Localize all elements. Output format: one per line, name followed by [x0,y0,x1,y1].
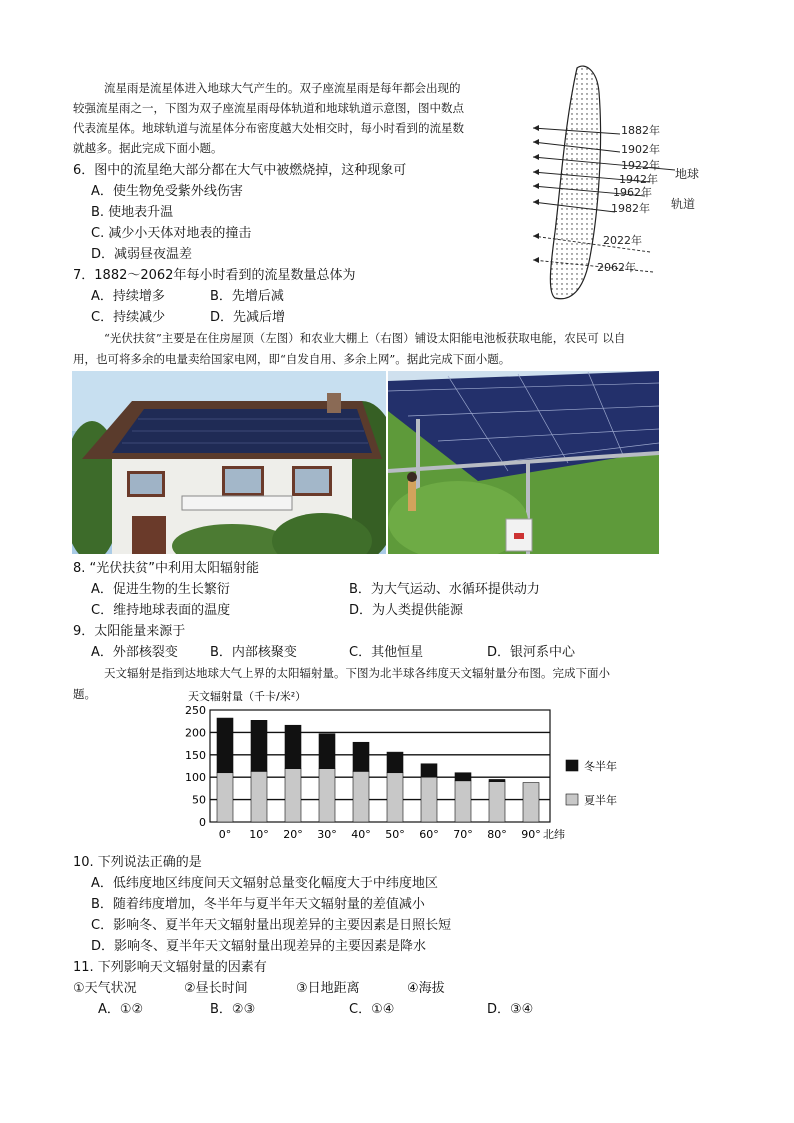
y-tick-label: 50 [192,793,206,807]
q9-option-c: C．其他恒星 [349,645,424,660]
question-10-stem: 10. 下列说法正确的是 [73,855,202,870]
q7-option-d: D．先减后增 [210,310,286,325]
x-tick-label: 40° [351,828,371,841]
bar-winter [217,718,233,773]
q11-factor-1: ①天气状况 [73,981,137,996]
x-tick-label: 80° [487,828,507,841]
meteor-intro-line-1: 流星雨是流星体进入地球大气产生的。双子座流星雨是每年都会出现的 [104,81,461,95]
q11-option-b: B．②③ [210,1002,256,1017]
question-11-stem: 11. 下列影响天文辐射量的因素有 [73,960,267,975]
q11-factor-3: ③日地距离 [296,981,360,996]
year-label-1982: 1982年 [611,202,650,215]
bar-summer [421,777,437,822]
question-7-stem: 7．1882～2062年每小时看到的流星数量总体为 [73,268,356,283]
x-tick-label: 0° [218,828,232,841]
q10-option-c: C．影响冬、夏半年天文辐射量出现差异的主要因素是日照长短 [91,918,452,933]
year-label-1882: 1882年 [621,124,660,137]
bar-winter [387,752,403,773]
bar-winter [285,725,301,768]
rooftop-solar-photo [72,371,386,554]
legend-label: 冬半年 [584,760,617,773]
x-tick-label: 10° [249,828,269,841]
x-tick-label: 70° [453,828,473,841]
bar-summer [489,782,505,822]
q9-option-a: A．外部核裂变 [91,645,178,660]
chart-y-label: 天文辐射量（千卡/米²） [188,690,307,703]
bar-winter [251,720,267,771]
bar-winter [421,764,437,777]
chart-x-suffix: 北纬 [543,828,565,841]
question-6-stem: 6．图中的流星绝大部分都在大气中被燃烧掉，这种现象可 [73,163,407,178]
y-tick-label: 200 [185,726,206,740]
q10-option-b: B．随着纬度增加，冬半年与夏半年天文辐射量的差值减小 [91,897,425,912]
bar-summer [319,769,335,822]
radiation-intro-line-1: 天文辐射是指到达地球大气上界的太阳辐射量。下图为北半球各纬度天文辐射量分布图。完成下面小 [104,666,610,680]
q9-option-b: B．内部核聚变 [210,645,297,660]
meteor-intro-line-2: 较强流星雨之一，下图为双子座流星雨母体轨道和地球轨道示意图，图中数点 [73,101,464,115]
year-label-1922: 1922年 [621,159,660,172]
label-orbit: 轨道 [671,197,696,211]
y-tick-label: 100 [185,771,206,785]
q10-option-a: A．低纬度地区纬度间天文辐射总量变化幅度大于中纬度地区 [91,876,438,891]
question-8-stem: 8. “光伏扶贫”中利用太阳辐射能 [73,561,260,576]
radiation-bar-chart [180,686,620,846]
q7-option-b: B．先增后减 [210,289,284,304]
y-tick-label: 150 [185,748,206,762]
year-label-1962: 1962年 [613,186,652,199]
q9-option-d: D．银河系中心 [487,645,576,660]
q11-factor-2: ②昼长时间 [184,981,248,996]
q8-option-d: D．为人类提供能源 [349,603,464,618]
q10-option-d: D．影响冬、夏半年天文辐射量出现差异的主要因素是降水 [91,939,427,954]
legend-label: 夏半年 [584,794,617,807]
bar-summer [387,773,403,822]
q11-factor-4: ④海拔 [407,981,445,996]
label-earth: 地球 [675,167,700,181]
bar-summer [251,771,267,822]
bar-winter [353,742,369,771]
q8-option-b: B．为大气运动、水循环提供动力 [349,582,540,597]
q6-option-d: D．减弱昼夜温差 [91,247,193,262]
x-tick-label: 60° [419,828,439,841]
q6-option-a: A．使生物免受紫外线伤害 [91,184,243,199]
meteor-orbit-diagram [525,62,725,307]
q6-option-c: C. 减少小天体对地表的撞击 [91,226,252,241]
meteor-intro-line-4: 就越多。据此完成下面小题。 [73,141,223,155]
radiation-intro-line-2: 题。 [73,687,96,701]
bar-summer [217,773,233,822]
q11-option-d: D．③④ [487,1002,534,1017]
q7-option-a: A．持续增多 [91,289,165,304]
x-tick-label: 90° [521,828,541,841]
q8-option-c: C．维持地球表面的温度 [91,603,231,618]
x-tick-label: 50° [385,828,405,841]
q7-option-c: C．持续减少 [91,310,166,325]
meteor-intro-line-3: 代表流星体。地球轨道与流星体分布密度越大处相交时，每小时看到的流星数 [73,121,464,135]
bar-winter [455,773,471,781]
solar-intro-line-1: “光伏扶贫”主要是在住房屋顶（左图）和农业大棚上（右图）铺设太阳能电池板获取电能，农民可 以自 [104,331,626,345]
bar-summer [353,771,369,822]
bar-summer [285,769,301,822]
q11-option-a: A．①② [98,1002,144,1017]
q11-option-c: C．①④ [349,1002,395,1017]
x-tick-label: 30° [317,828,337,841]
bar-winter [319,734,335,769]
solar-intro-line-2: 用，也可将多余的电量卖给国家电网，即“自发自用、多余上网”。据此完成下面小题。 [73,352,511,366]
x-tick-label: 20° [283,828,303,841]
question-9-stem: 9．太阳能量来源于 [73,624,186,639]
q8-option-a: A．促进生物的生长繁衍 [91,582,230,597]
year-label-2022: 2022年 [603,234,642,247]
bar-summer [523,783,539,822]
bar-winter [489,779,505,781]
y-tick-label: 0 [199,816,206,829]
bar-summer [455,781,471,822]
greenhouse-solar-photo [388,371,659,554]
legend-swatch [566,794,578,805]
year-label-1902: 1902年 [621,143,660,156]
legend-swatch [566,760,578,771]
q6-option-b: B. 使地表升温 [91,205,174,220]
year-label-2062: 2062年 [597,261,636,274]
year-label-1942: 1942年 [619,173,658,186]
y-tick-label: 250 [185,704,206,717]
